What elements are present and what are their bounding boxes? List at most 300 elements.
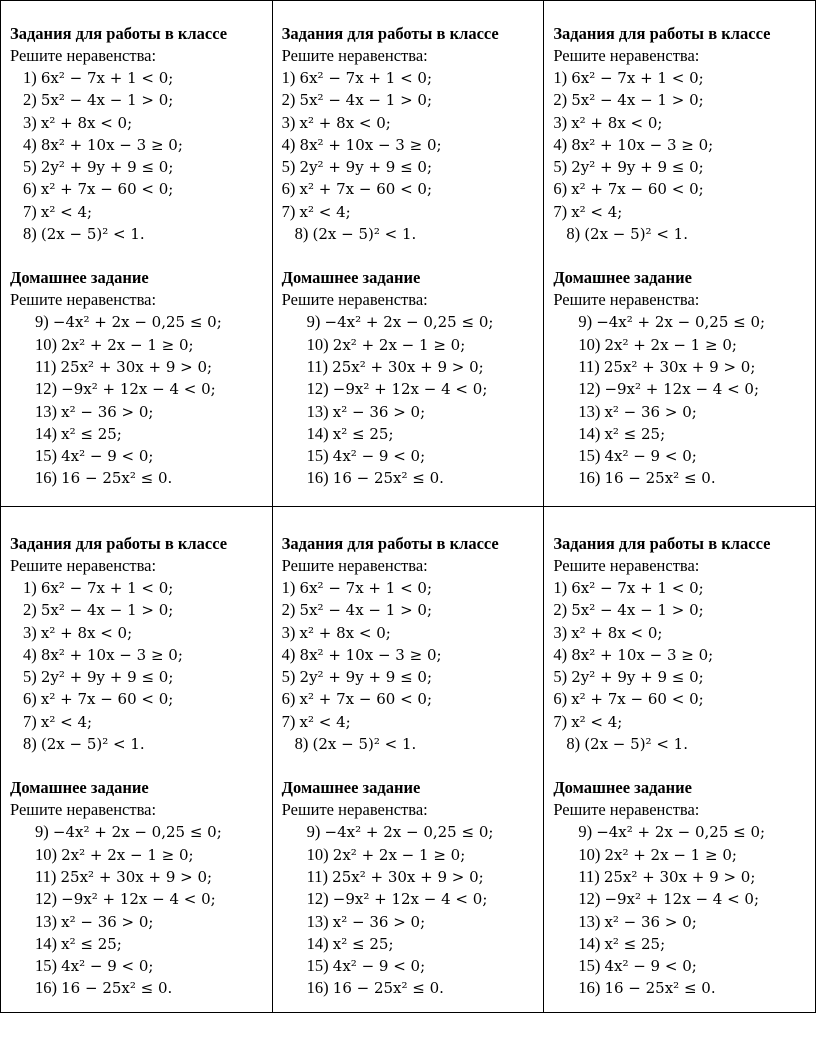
homework-task-item [282, 821, 544, 843]
task-expression: 8x² + 10x − 3 ≥ 0; [40, 645, 183, 664]
task-number: 5) [281, 157, 296, 177]
task-expression: −4x² + 2x − 0,25 ≤ 0; [324, 823, 494, 842]
task-expression: x² + 7x − 60 < 0; [571, 180, 704, 199]
task-expression: x² < 4; [40, 202, 93, 221]
task-number: 7) [23, 711, 37, 731]
homework-task-list [282, 311, 544, 489]
task-expression: x² − 36 > 0; [332, 912, 426, 931]
class-task-item [553, 134, 815, 156]
homework-task-item [282, 933, 544, 955]
homework-instruction: Решите неравенства: [553, 290, 700, 310]
homework-task-item [553, 356, 815, 378]
task-number: 12) [35, 379, 57, 399]
class-task-item [282, 178, 544, 200]
task-expression: x² − 36 > 0; [332, 402, 426, 421]
task-number: 12) [578, 889, 601, 909]
task-number: 2) [23, 600, 37, 620]
task-expression: 5x² − 4x − 1 > 0; [299, 601, 433, 620]
task-expression: 8x² + 10x − 3 ≥ 0; [299, 135, 442, 154]
task-number: 12) [306, 379, 329, 399]
section-gap [10, 755, 272, 777]
homework-task-item [10, 378, 272, 400]
task-number: 13) [35, 911, 57, 931]
task-expression: −9x² + 12x − 4 < 0; [332, 890, 488, 909]
homework-task-item [10, 401, 272, 423]
task-expression: x² ≤ 25; [604, 424, 666, 443]
task-number: 9) [578, 312, 593, 332]
task-number: 16) [35, 978, 57, 998]
class-task-item [282, 201, 544, 223]
task-expression: 2x² + 2x − 1 ≥ 0; [332, 335, 466, 354]
task-number: 3) [23, 112, 37, 132]
homework-task-item [10, 445, 272, 467]
task-number: 2) [23, 90, 37, 110]
homework-task-item [553, 334, 815, 356]
class-task-item [10, 688, 272, 710]
task-expression: 25x² + 30x + 9 > 0; [60, 867, 213, 886]
task-expression: 16 − 25x² ≤ 0. [61, 469, 173, 488]
task-expression: 5x² − 4x − 1 > 0; [571, 91, 704, 110]
class-instruction: Решите неравенства: [10, 556, 157, 575]
class-task-item [282, 711, 544, 733]
homework-task-item [282, 911, 544, 933]
task-number: 3) [281, 112, 296, 132]
task-expression: 16 − 25x² ≤ 0. [332, 469, 444, 488]
card-cell [544, 507, 816, 1013]
task-number: 6) [281, 179, 296, 199]
task-expression: 2y² + 9y + 9 ≤ 0; [299, 668, 433, 687]
task-expression: (2x − 5)² < 1. [40, 225, 145, 244]
task-expression: 2y² + 9y + 9 ≤ 0; [40, 158, 174, 177]
task-expression: 4x² − 9 < 0; [604, 447, 697, 466]
class-task-item [553, 67, 815, 89]
homework-task-item [553, 955, 815, 977]
class-heading: Задания для работы в классе [281, 534, 499, 553]
homework-task-item [10, 356, 272, 378]
task-number: 16) [306, 978, 329, 998]
task-expression: −4x² + 2x − 0,25 ≤ 0; [52, 313, 222, 332]
homework-task-item [282, 977, 544, 999]
class-task-item [10, 622, 272, 644]
task-expression: 6x² − 7x + 1 < 0; [571, 69, 704, 87]
task-number: 9) [306, 822, 321, 842]
class-task-item [10, 666, 272, 688]
homework-task-item [553, 445, 815, 467]
task-number: 11) [35, 356, 57, 376]
task-expression: x² + 8x < 0; [299, 623, 391, 642]
sheet-row-top [1, 1, 816, 507]
homework-task-item [10, 866, 272, 888]
section-gap [553, 755, 815, 777]
task-number: 16) [306, 468, 329, 488]
homework-task-item [282, 401, 544, 423]
task-number: 7) [23, 201, 37, 221]
task-number: 16) [578, 468, 601, 488]
task-expression: x² + 7x − 60 < 0; [299, 180, 433, 199]
homework-task-item [553, 378, 815, 400]
task-expression: x² + 7x − 60 < 0; [40, 690, 174, 709]
task-number: 2) [553, 90, 568, 110]
homework-task-item [553, 977, 815, 999]
task-expression: 8x² + 10x − 3 ≥ 0; [571, 135, 714, 154]
task-number: 10) [306, 844, 329, 864]
task-expression: −4x² + 2x − 0,25 ≤ 0; [596, 313, 766, 332]
task-number: 8) [294, 734, 309, 754]
task-number: 13) [306, 401, 329, 421]
task-expression: 2x² + 2x − 1 ≥ 0; [61, 845, 194, 864]
class-task-item [10, 733, 272, 755]
class-task-list [282, 67, 544, 245]
homework-task-item [553, 844, 815, 866]
task-number: 3) [23, 622, 37, 642]
task-expression: 2x² + 2x − 1 ≥ 0; [604, 845, 737, 864]
homework-task-item [10, 423, 272, 445]
task-number: 15) [306, 956, 329, 976]
homework-heading: Домашнее задание [553, 778, 692, 798]
class-task-item [282, 156, 544, 178]
class-heading: Задания для работы в классе [10, 534, 228, 553]
task-number: 5) [281, 667, 296, 687]
task-card [273, 507, 544, 1000]
class-instruction: Решите неравенства: [10, 46, 157, 65]
task-expression: −9x² + 12x − 4 < 0; [61, 380, 216, 399]
task-number: 15) [35, 446, 57, 466]
class-task-item [553, 644, 815, 666]
card-cell [272, 507, 544, 1013]
card-cell [272, 1, 544, 507]
homework-task-item [282, 955, 544, 977]
task-number: 4) [553, 134, 568, 154]
class-task-list [10, 67, 272, 245]
card-cell [1, 507, 273, 1013]
task-number: 1) [281, 578, 296, 597]
homework-instruction: Решите неравенства: [553, 800, 700, 820]
class-task-item [553, 156, 815, 178]
task-expression: 8x² + 10x − 3 ≥ 0; [299, 645, 442, 664]
class-instruction: Решите неравенства: [281, 46, 428, 65]
task-number: 5) [553, 157, 568, 177]
task-number: 3) [281, 622, 296, 642]
task-number: 12) [578, 379, 601, 399]
task-number: 2) [281, 90, 296, 110]
class-task-item [553, 666, 815, 688]
task-number: 8) [294, 224, 309, 244]
sheet-row-bottom [1, 507, 816, 1013]
task-expression: (2x − 5)² < 1. [40, 735, 145, 754]
homework-task-item [10, 334, 272, 356]
class-task-item [282, 599, 544, 621]
task-number: 11) [578, 866, 600, 886]
task-expression: x² + 8x < 0; [571, 113, 663, 132]
task-number: 8) [23, 224, 37, 244]
homework-heading: Домашнее задание [10, 268, 149, 288]
task-card [544, 1, 815, 490]
task-number: 4) [23, 134, 37, 154]
task-number: 6) [281, 689, 296, 709]
class-task-item [10, 644, 272, 666]
task-expression: x² ≤ 25; [332, 934, 394, 953]
task-number: 15) [578, 956, 601, 976]
task-expression: x² + 8x < 0; [299, 113, 391, 132]
class-instruction: Решите неравенства: [553, 556, 700, 575]
task-expression: 16 − 25x² ≤ 0. [604, 979, 716, 998]
class-task-item [282, 89, 544, 111]
class-task-item [553, 577, 815, 599]
task-expression: 25x² + 30x + 9 > 0; [332, 357, 484, 376]
class-task-item [553, 622, 815, 644]
class-task-item [10, 178, 272, 200]
class-task-item [10, 201, 272, 223]
class-task-item [553, 89, 815, 111]
task-card [544, 507, 815, 1000]
task-number: 4) [23, 644, 37, 664]
homework-instruction: Решите неравенства: [281, 800, 428, 820]
task-number: 13) [578, 401, 601, 421]
task-expression: 25x² + 30x + 9 > 0; [603, 867, 756, 886]
homework-task-item [553, 933, 815, 955]
task-expression: −9x² + 12x − 4 < 0; [61, 890, 216, 909]
task-expression: 4x² − 9 < 0; [332, 957, 426, 976]
task-number: 1) [23, 68, 37, 87]
homework-task-item [553, 866, 815, 888]
class-task-item [553, 599, 815, 621]
class-task-item [10, 599, 272, 621]
task-expression: 4x² − 9 < 0; [61, 957, 154, 976]
task-expression: 4x² − 9 < 0; [332, 447, 426, 466]
task-expression: 5x² − 4x − 1 > 0; [571, 601, 704, 620]
class-task-item [553, 711, 815, 733]
task-number: 6) [553, 689, 568, 709]
card-cell [1, 1, 273, 507]
class-task-item [282, 577, 544, 599]
section-gap [282, 755, 544, 777]
homework-task-item [282, 334, 544, 356]
class-instruction: Решите неравенства: [553, 46, 700, 65]
class-task-item [10, 223, 272, 245]
task-number: 1) [23, 578, 37, 597]
task-expression: 2x² + 2x − 1 ≥ 0; [604, 335, 737, 354]
task-number: 9) [578, 822, 593, 842]
task-card [273, 1, 544, 490]
task-expression: 5x² − 4x − 1 > 0; [299, 91, 433, 110]
task-expression: −4x² + 2x − 0,25 ≤ 0; [596, 823, 766, 842]
task-number: 9) [35, 822, 49, 842]
task-expression: x² < 4; [299, 712, 351, 731]
homework-heading: Домашнее задание [10, 778, 149, 798]
task-number: 1) [553, 578, 568, 597]
task-expression: x² + 8x < 0; [40, 113, 133, 132]
class-task-item [10, 134, 272, 156]
task-expression: 8x² + 10x − 3 ≥ 0; [40, 135, 183, 154]
task-number: 11) [35, 866, 57, 886]
task-number: 10) [578, 844, 601, 864]
class-heading: Задания для работы в классе [10, 24, 228, 43]
homework-task-item [10, 311, 272, 333]
homework-task-list [553, 311, 815, 489]
task-expression: 16 − 25x² ≤ 0. [332, 979, 444, 998]
task-number: 14) [35, 423, 57, 443]
homework-task-item [553, 401, 815, 423]
class-task-item [10, 89, 272, 111]
task-expression: 25x² + 30x + 9 > 0; [60, 357, 213, 376]
task-number: 2) [281, 600, 296, 620]
task-number: 1) [553, 68, 568, 87]
task-expression: 6x² − 7x + 1 < 0; [299, 69, 433, 87]
class-task-item [282, 112, 544, 134]
homework-heading: Домашнее задание [281, 268, 421, 288]
homework-task-item [282, 467, 544, 489]
homework-task-item [553, 911, 815, 933]
class-task-item [10, 577, 272, 599]
task-expression: −4x² + 2x − 0,25 ≤ 0; [52, 823, 222, 842]
homework-task-list [10, 311, 272, 489]
task-number: 6) [23, 179, 37, 199]
task-number: 1) [281, 68, 296, 87]
class-task-list [553, 67, 815, 245]
task-expression: x² + 8x < 0; [571, 623, 663, 642]
task-expression: −4x² + 2x − 0,25 ≤ 0; [324, 313, 494, 332]
task-card [1, 1, 272, 490]
task-expression: x² < 4; [299, 202, 351, 221]
class-heading: Задания для работы в классе [553, 24, 771, 43]
task-number: 7) [281, 201, 296, 221]
task-expression: 2x² + 2x − 1 ≥ 0; [332, 845, 466, 864]
task-number: 9) [35, 312, 49, 332]
homework-heading: Домашнее задание [281, 778, 421, 798]
task-card [1, 507, 272, 1000]
homework-task-list [553, 821, 815, 999]
homework-task-item [282, 866, 544, 888]
class-task-item [10, 156, 272, 178]
homework-task-item [282, 311, 544, 333]
task-expression: (2x − 5)² < 1. [312, 225, 417, 244]
homework-task-item [553, 423, 815, 445]
task-number: 8) [566, 734, 581, 754]
task-number: 16) [578, 978, 601, 998]
task-number: 13) [35, 401, 57, 421]
task-number: 8) [23, 734, 37, 754]
task-number: 11) [578, 356, 600, 376]
task-number: 7) [553, 711, 568, 731]
task-number: 10) [306, 334, 329, 354]
class-task-item [282, 688, 544, 710]
task-expression: 2y² + 9y + 9 ≤ 0; [40, 668, 174, 687]
task-expression: 5x² − 4x − 1 > 0; [40, 91, 174, 110]
task-expression: 4x² − 9 < 0; [604, 957, 697, 976]
task-expression: −9x² + 12x − 4 < 0; [604, 890, 760, 909]
homework-instruction: Решите неравенства: [281, 290, 428, 310]
class-task-item [282, 134, 544, 156]
task-number: 6) [23, 689, 37, 709]
task-number: 6) [553, 179, 568, 199]
homework-task-item [282, 445, 544, 467]
homework-task-item [553, 821, 815, 843]
task-number: 7) [281, 711, 296, 731]
task-number: 15) [578, 446, 601, 466]
task-expression: 25x² + 30x + 9 > 0; [603, 357, 756, 376]
section-gap [553, 245, 815, 267]
task-number: 14) [578, 423, 601, 443]
class-instruction: Решите неравенства: [281, 556, 428, 575]
class-task-list [10, 577, 272, 755]
task-expression: 6x² − 7x + 1 < 0; [299, 579, 433, 597]
task-number: 12) [306, 889, 329, 909]
homework-task-item [10, 933, 272, 955]
task-expression: 2y² + 9y + 9 ≤ 0; [299, 158, 433, 177]
class-task-item [282, 666, 544, 688]
class-task-item [10, 67, 272, 89]
class-task-item [282, 733, 544, 755]
task-number: 14) [35, 933, 57, 953]
class-task-item [10, 112, 272, 134]
class-task-item [553, 688, 815, 710]
task-number: 15) [306, 446, 329, 466]
class-heading: Задания для работы в классе [553, 534, 771, 553]
task-expression: 16 − 25x² ≤ 0. [61, 979, 173, 998]
task-expression: (2x − 5)² < 1. [312, 735, 417, 754]
task-expression: x² < 4; [571, 202, 623, 221]
task-number: 7) [553, 201, 568, 221]
homework-task-item [282, 844, 544, 866]
homework-task-item [10, 977, 272, 999]
task-expression: x² + 7x − 60 < 0; [40, 180, 174, 199]
task-number: 10) [35, 844, 57, 864]
task-expression: x² − 36 > 0; [61, 912, 154, 931]
homework-task-item [10, 888, 272, 910]
task-number: 15) [35, 956, 57, 976]
task-expression: 2x² + 2x − 1 ≥ 0; [61, 335, 194, 354]
task-number: 5) [553, 667, 568, 687]
homework-task-item [10, 955, 272, 977]
task-number: 9) [306, 312, 321, 332]
task-number: 13) [306, 911, 329, 931]
task-expression: x² < 4; [571, 712, 623, 731]
task-number: 3) [553, 622, 568, 642]
class-task-item [553, 178, 815, 200]
task-number: 8) [566, 224, 581, 244]
task-expression: 4x² − 9 < 0; [61, 447, 154, 466]
homework-task-list [282, 821, 544, 999]
task-expression: x² ≤ 25; [61, 934, 122, 953]
section-gap [282, 245, 544, 267]
class-task-item [553, 733, 815, 755]
task-number: 11) [306, 866, 329, 886]
class-task-item [282, 644, 544, 666]
task-number: 3) [553, 112, 568, 132]
task-expression: x² − 36 > 0; [604, 402, 697, 421]
homework-heading: Домашнее задание [553, 268, 692, 288]
task-number: 10) [578, 334, 601, 354]
task-expression: 2y² + 9y + 9 ≤ 0; [571, 158, 704, 177]
task-expression: (2x − 5)² < 1. [584, 735, 688, 754]
task-expression: 8x² + 10x − 3 ≥ 0; [571, 645, 714, 664]
homework-task-item [10, 844, 272, 866]
homework-task-item [282, 356, 544, 378]
task-expression: x² ≤ 25; [604, 934, 666, 953]
task-expression: 6x² − 7x + 1 < 0; [40, 69, 174, 87]
class-task-list [282, 577, 544, 755]
task-expression: 2y² + 9y + 9 ≤ 0; [571, 668, 704, 687]
task-expression: −9x² + 12x − 4 < 0; [332, 380, 488, 399]
homework-task-item [10, 467, 272, 489]
task-expression: x² + 7x − 60 < 0; [299, 690, 433, 709]
task-expression: −9x² + 12x − 4 < 0; [604, 380, 760, 399]
task-number: 13) [578, 911, 601, 931]
class-task-item [10, 711, 272, 733]
task-number: 4) [281, 134, 296, 154]
task-expression: 25x² + 30x + 9 > 0; [332, 867, 484, 886]
homework-task-item [553, 467, 815, 489]
